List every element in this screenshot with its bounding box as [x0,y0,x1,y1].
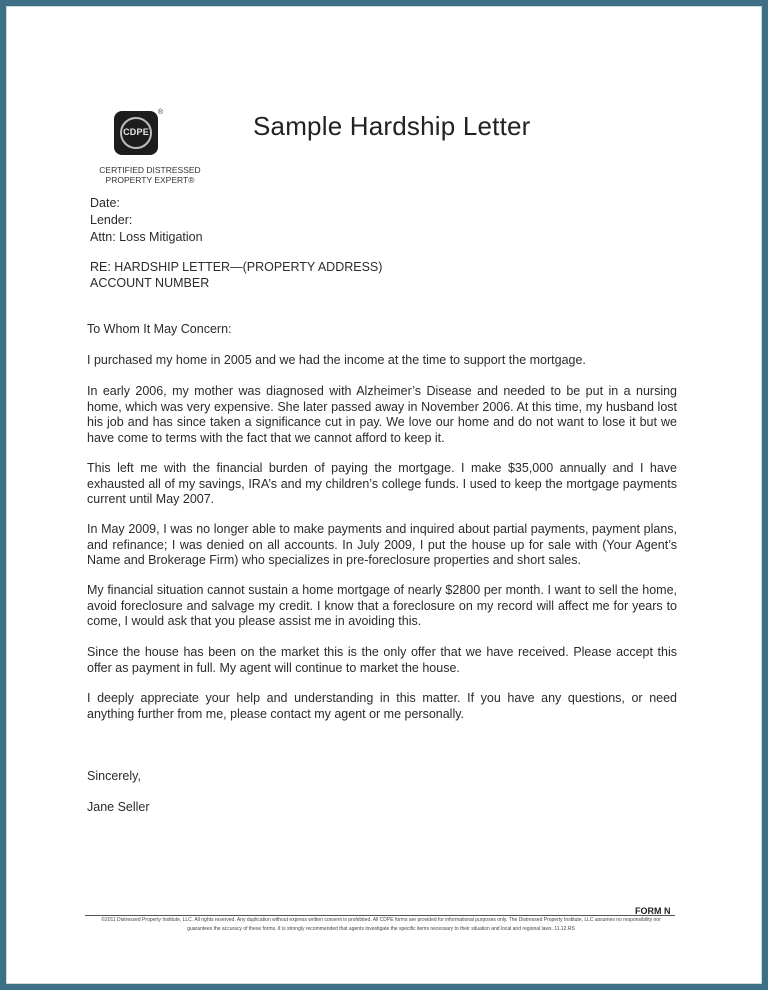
date-label: Date: [90,196,120,210]
paragraph-7: I deeply appreciate your help and understanding in this matter. If you have any questions, or need anything further from me, please contact my agent or me personally. [87,691,677,721]
page-title: Sample Hardship Letter [253,111,531,141]
re-line: RE: HARDSHIP LETTER—(PROPERTY ADDRESS) [90,260,383,274]
closing: Sincerely, [87,769,141,783]
org-name-line-1: CERTIFIED DISTRESSED [99,165,201,175]
signature: Jane Seller [87,800,150,814]
paragraph-4: In May 2009, I was no longer able to make payments and inquired about partial payments, payment plans, and refinance; I was denied on all accounts. In July 2009, I put the house up for sale with (Your Agent’s Name and Brokerage Firm) who specializes in pre-foreclosure properties and short sales. [87,522,677,567]
org-name [90,165,210,185]
attn-line: Attn: Loss Mitigation [90,230,203,244]
paragraph-5: My financial situation cannot sustain a home mortgage of nearly $2800 per month. I want to sell the home, avoid foreclosure and salvage my credit. I know that a foreclosure on my record will affect me for years to come, I would ask that you please assist me in avoiding this. [87,583,677,628]
paragraph-3: This left me with the financial burden of paying the mortgage. I make $35,000 annually and I have exhausted all of my savings, IRA’s and my children’s college funds. I used to keep the mortgage payments current until May 2007. [87,461,677,506]
lender-label: Lender: [90,213,133,227]
footer-fine-print: ©2011 Distressed Property Institute, LLC. All rights reserved. Any duplication without express written consent is prohibited. All CDPE forms are provided for informational purposes only. The Distressed Property Institute, LLC assumes no responsibility nor guarantees the accuracy of these forms. It is strongly recommended that agents investigate the specific items necessary to their situation and local and regional laws. 11.12.RS [101,917,661,932]
org-name-line-2: PROPERTY EXPERT® [105,175,195,185]
logo-mark-text: CDPE [123,127,149,137]
salutation: To Whom It May Concern: [87,322,232,336]
form-label: FORM N [635,906,671,916]
account-line: ACCOUNT NUMBER [90,276,210,290]
cdpe-logo [114,109,163,155]
paragraph-6: Since the house has been on the market this is the only offer that we have received. Please accept this offer as payment in full. My agent will continue to market the house. [87,645,677,675]
paragraph-1: I purchased my home in 2005 and we had the income at the time to support the mortgage. [87,353,586,367]
paragraph-2: In early 2006, my mother was diagnosed with Alzheimer’s Disease and needed to be put in a nursing home, which was very expensive. She later passed away in November 2006. At this time, my husband lost his job and has since taken a significance cut in pay. We love our home and do not want to lose it but we have come to terms with the fact that we cannot afford to keep it. [87,384,677,445]
logo-trademark: ® [157,109,163,116]
letter-page [6,6,762,984]
